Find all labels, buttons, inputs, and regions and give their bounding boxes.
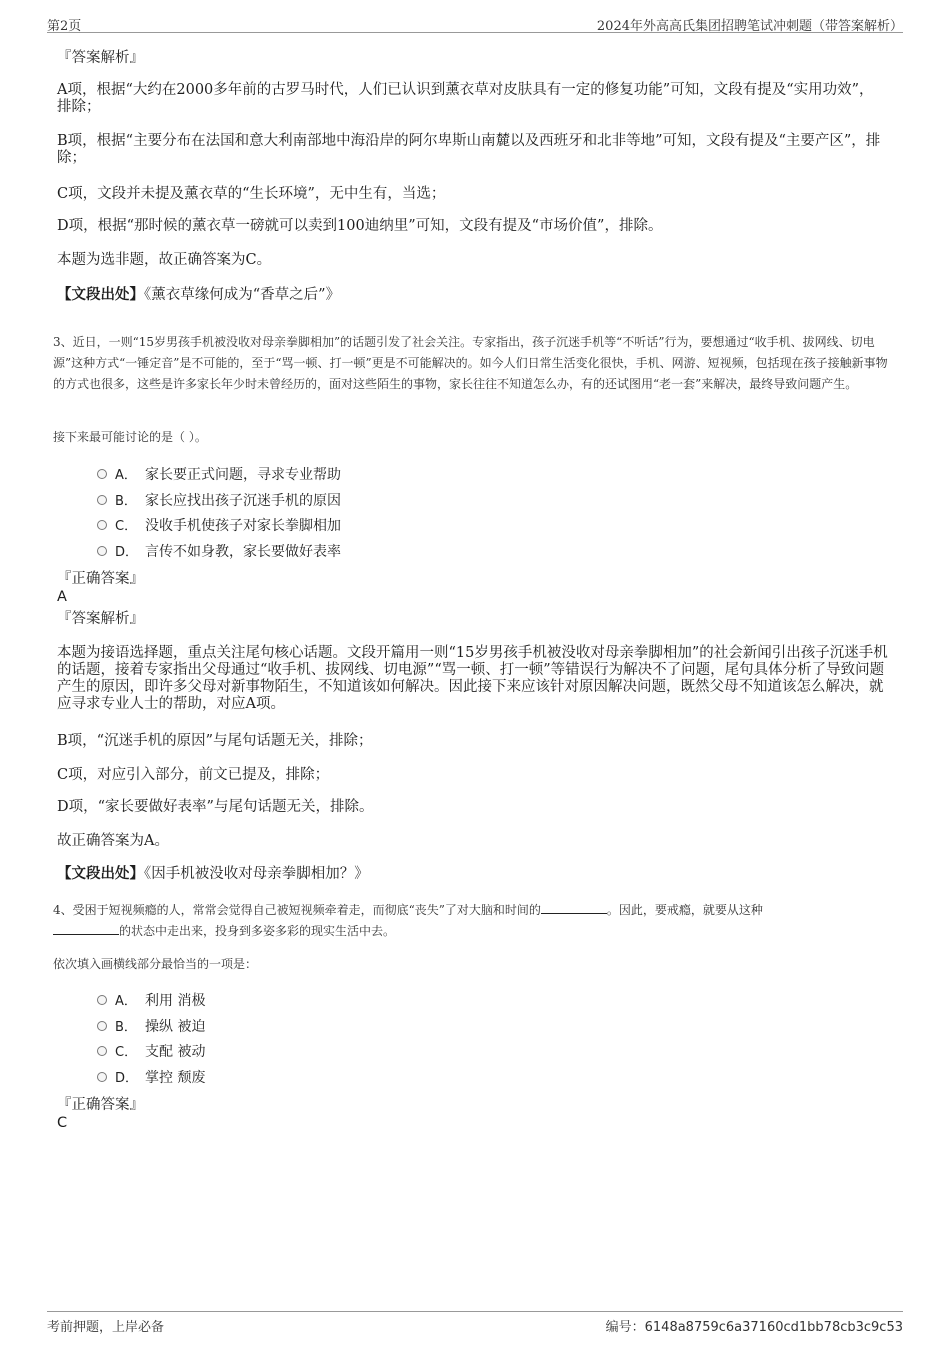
source-label: 【文段出处】 [57, 286, 144, 303]
fill-blank-2 [53, 923, 119, 935]
document-title: 2024年外高高氏集团招聘笔试冲刺题（带答案解析） [596, 19, 903, 34]
radio-icon[interactable] [97, 1021, 107, 1031]
q4-option-c[interactable]: C． 支配 被动 [97, 1041, 205, 1061]
radio-icon[interactable] [97, 546, 107, 556]
page-number: 第2页 [47, 19, 82, 34]
source-label: 【文段出处】 [57, 865, 144, 882]
q4-answer-label: 『正确答案』 [57, 1097, 144, 1113]
q3-option-d-analysis: D项，“家长要做好表率”与尾句话题无关，排除。 [57, 799, 374, 815]
q3-option-c[interactable]: C． 没收手机使孩子对家长拳脚相加 [97, 515, 341, 535]
q4-option-a[interactable]: A． 利用 消极 [97, 990, 205, 1010]
source-title: 《薰衣草缘何成为“香草之后”》 [144, 287, 341, 303]
q3-conclusion: 故正确答案为A。 [57, 833, 169, 849]
q4-answer: C [57, 1115, 68, 1131]
q2-option-c-analysis: C项，文段并未提及薰衣草的“生长环境”，无中生有，当选； [57, 186, 446, 202]
q3-option-b[interactable]: B． 家长应找出孩子沉迷手机的原因 [97, 490, 341, 510]
q3-prompt: 接下来最可能讨论的是（ ）。 [53, 430, 207, 444]
page-footer [47, 1311, 903, 1334]
q4-option-d[interactable]: D． 掌控 颓废 [97, 1067, 205, 1087]
q3-stem: 3、近日，一则“15岁男孩手机被没收对母亲拳脚相加”的话题引发了社会关注。专家指出，孩子沉迷手机等“不听话”行为，要想通过“收手机、拔网线、切电源”这种方式“一锤定音”是不可能的，至于“骂一顿、打一顿”更是不可能解决的。如今人们日常生活变化很快，手机、网游、短视频，包括现在孩子接触新事物的方式也很多，这些是许多家长年少时未曾经历的，面对这些陌生的事物，家长往往不知道怎么办，有的还试图用“老一套”来解决，最终导致问题产生。 [53, 335, 888, 391]
q4-stem: 4、受困于短视频瘾的人，常常会觉得自己被短视频牵着走，而彻底“丧失”了对大脑和时间的 。因此，要戒瘾，就要从这种 的状态中走出来，投身到多姿多彩的现实生活中去。 [53, 903, 763, 938]
q2-source [57, 286, 340, 304]
radio-icon[interactable] [97, 1046, 107, 1056]
q2-conclusion: 本题为选非题，故正确答案为C。 [57, 252, 272, 268]
q4-option-b[interactable]: B． 操纵 被迫 [97, 1016, 205, 1036]
q3-option-d[interactable]: D． 言传不如身教，家长要做好表率 [97, 541, 341, 561]
q3-option-b-analysis: B项，“沉迷手机的原因”与尾句话题无关，排除； [57, 733, 373, 749]
radio-icon[interactable] [97, 520, 107, 530]
page-header [47, 12, 903, 33]
radio-icon[interactable] [97, 1072, 107, 1082]
q3-analysis-label: 『答案解析』 [57, 611, 144, 627]
q3-option-a[interactable]: A． 家长要正式问题，寻求专业帮助 [97, 464, 341, 484]
q3-answer-label: 『正确答案』 [57, 571, 144, 587]
footer-slogan: 考前押题，上岸必备 [47, 1320, 165, 1335]
radio-icon[interactable] [97, 995, 107, 1005]
q2-option-d-analysis: D项，根据“那时候的薰衣草一磅就可以卖到100迪纳里”可知，文段有提及“市场价值”，排除。 [57, 218, 663, 234]
fill-blank-1 [541, 902, 607, 914]
q2-option-b-analysis: B项，根据“主要分布在法国和意大利南部地中海沿岸的阿尔卑斯山南麓以及西班牙和北非等地”可知，文段有提及“主要产区”，排除； [57, 133, 881, 166]
q4-prompt: 依次填入画横线部分最恰当的一项是： [53, 957, 258, 971]
radio-icon[interactable] [97, 469, 107, 479]
radio-icon[interactable] [97, 495, 107, 505]
analysis-label: 『答案解析』 [57, 50, 144, 66]
document-code: 编号：6148a8759c6a37160cd1bb78cb3c9c53 [605, 1320, 903, 1335]
q3-source [57, 865, 369, 883]
q3-answer: A [57, 589, 67, 605]
q3-analysis-main: 本题为接语选择题，重点关注尾句核心话题。文段开篇用一则“15岁男孩手机被没收对母亲拳脚相加”的社会新闻引出孩子沉迷手机的话题，接着专家指出父母通过“收手机、拔网线、切电源”“骂一顿、打一顿”等错误行为解决不了问题，尾句具体分析了导致问题产生的原因，即许多父母对新事物陌生，不知道该如何解决。因此接下来应该针对原因解决问题，既然父母不知道该怎么解决，就应寻求专业人士的帮助，对应A项。 [57, 645, 888, 712]
q2-option-a-analysis: A项，根据“大约在2000多年前的古罗马时代，人们已认识到薰衣草对皮肤具有一定的修复功能”可知，文段有提及“实用功效”，排除； [57, 82, 874, 115]
source-title: 《因手机被没收对母亲拳脚相加？》 [144, 866, 369, 882]
q3-option-c-analysis: C项，对应引入部分，前文已提及，排除； [57, 767, 330, 783]
